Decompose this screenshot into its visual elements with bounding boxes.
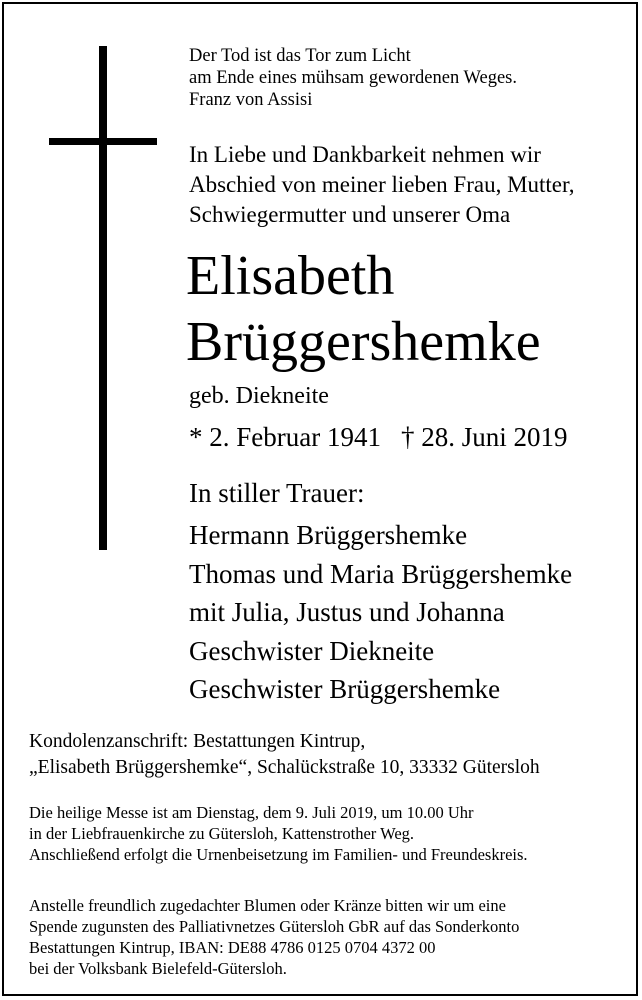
- death-date: † 28. Juni 2019: [400, 422, 568, 452]
- memorial-quote: [189, 45, 517, 111]
- donation-line: Anstelle freundlich zugedachter Blumen oder Kränze bitten wir um eine: [29, 896, 506, 915]
- quote-author: Franz von Assisi: [189, 90, 313, 110]
- condolence-line: Kondolenzanschrift: Bestattungen Kintrup,: [29, 731, 366, 752]
- intro-line: Abschied von meiner lieben Frau, Mutter,: [189, 172, 575, 197]
- mourner-entry: Geschwister Diekneite: [189, 635, 435, 666]
- maiden-name: geb. Diekneite: [189, 383, 329, 409]
- quote-line: Der Tod ist das Tor zum Licht: [189, 46, 411, 66]
- quote-line: am Ende eines mühsam gewordenen Weges.: [189, 68, 517, 88]
- mourners-list: [189, 516, 572, 709]
- donation-line: Bestattungen Kintrup, IBAN: DE88 4786 0125 0704 4372 00: [29, 938, 436, 957]
- donation-notice: [29, 895, 519, 979]
- cross-horizontal-beam: [49, 138, 157, 145]
- service-line: Anschließend erfolgt die Urnenbeisetzung im Familien- und Freundeskreis.: [29, 845, 528, 864]
- mourner-entry: Geschwister Brüggershemke: [189, 674, 501, 704]
- service-notice: [29, 802, 528, 865]
- service-line: in der Liebfrauenkirche zu Gütersloh, Kattenstrother Weg.: [29, 824, 415, 843]
- mourner-entry: Hermann Brüggershemke: [189, 520, 468, 550]
- service-line: Die heilige Messe ist am Dienstag, dem 9. Juli 2019, um 10.00 Uhr: [29, 803, 474, 822]
- cross-vertical-beam: [99, 46, 107, 550]
- farewell-intro: [189, 140, 575, 230]
- deceased-first-name: Elisabeth: [186, 245, 395, 307]
- condolence-address: [29, 729, 540, 781]
- condolence-line: „Elisabeth Brüggershemke“, Schalückstraße 10, 33332 Gütersloh: [29, 757, 540, 778]
- intro-line: Schwiegermutter und unserer Oma: [189, 202, 511, 227]
- donation-line: bei der Volksbank Bielefeld-Gütersloh.: [29, 959, 287, 978]
- mourner-entry: Thomas und Maria Brüggershemke: [189, 558, 573, 589]
- intro-line: In Liebe und Dankbarkeit nehmen wir: [189, 142, 541, 167]
- mourning-heading: In stiller Trauer:: [189, 478, 365, 508]
- mourner-entry: mit Julia, Justus und Johanna: [189, 597, 505, 627]
- life-dates: [189, 420, 567, 454]
- birth-date: * 2. Februar 1941: [189, 422, 381, 452]
- donation-line: Spende zugunsten des Palliativnetzes Gütersloh GbR auf das Sonderkonto: [29, 917, 520, 936]
- deceased-last-name: Brüggershemke: [186, 311, 541, 373]
